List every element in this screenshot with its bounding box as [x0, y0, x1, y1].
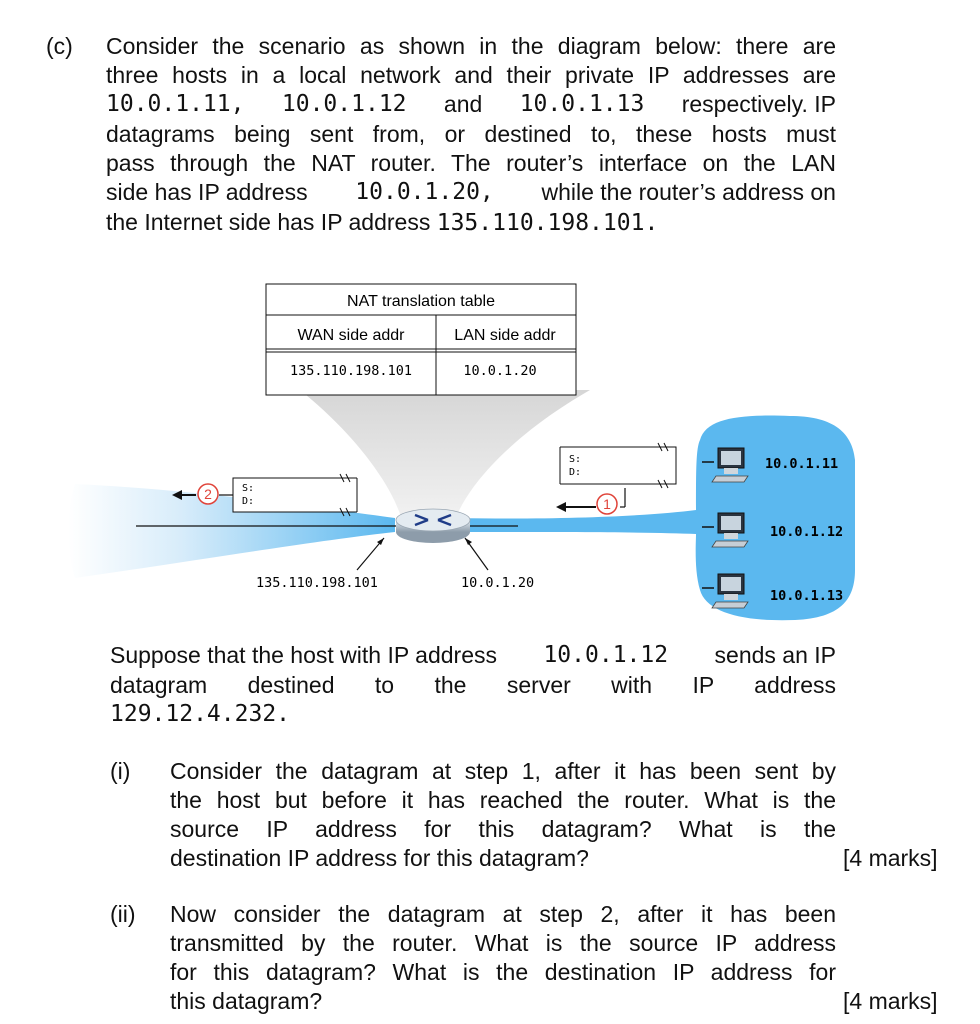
router-lan-label: 10.0.1.20 — [461, 575, 535, 591]
question-2-text — [170, 900, 836, 1016]
nat-diagram — [0, 270, 980, 640]
question-2-line: this datagram? — [170, 988, 323, 1014]
question-2-line: for this datagram? What is the destination IP address for — [170, 959, 836, 985]
step1-number: 1 — [603, 496, 611, 512]
step2-number: 2 — [204, 486, 212, 502]
question-1-line: Consider the datagram at step 1, after it has been sent by — [170, 758, 836, 784]
nat-col-wan: WAN side addr — [297, 327, 405, 344]
router-lan-ip-text: 10.0.1.20, — [355, 179, 494, 205]
step2-dst-label: D: — [242, 496, 255, 507]
question-2-marks: [4 marks] — [843, 988, 938, 1014]
part-label: (c) — [46, 33, 73, 59]
step1-src-label: S: — [569, 454, 582, 465]
intro-line-3 — [106, 90, 836, 120]
scenario-line-1 — [110, 641, 836, 671]
step1-dst-label: D: — [569, 467, 582, 478]
question-2-line: transmitted by the router. What is the source IP address — [170, 930, 836, 956]
question-2-line: Now consider the datagram at step 2, after it has been — [170, 901, 836, 927]
scenario-line-2: datagram destined to the server with IP address — [110, 672, 836, 698]
question-1-text — [170, 757, 836, 873]
host-3-ip: 10.0.1.13 — [770, 588, 844, 604]
respectively-word: respectively. IP — [681, 91, 836, 117]
router-wan-label: 135.110.198.101 — [256, 575, 378, 591]
intro-line-7 — [106, 208, 658, 239]
step2-src-label: S: — [242, 483, 255, 494]
scenario-host-ip: 10.0.1.12 — [543, 642, 669, 668]
scenario-line-1-b: sends an IP — [714, 642, 836, 668]
server-ip: 129.12.4.232. — [110, 701, 291, 727]
datagram-step2 — [233, 474, 357, 516]
intro-line-5: pass through the NAT router. The router’s interface on the LAN — [106, 150, 836, 176]
intro-line-7-a: the Internet side has IP address — [106, 209, 431, 235]
nat-row-wan: 135.110.198.101 — [290, 363, 412, 379]
nat-router-icon — [396, 509, 470, 543]
and-word: and — [443, 91, 483, 117]
question-1-line: destination IP address for this datagram? — [170, 845, 589, 871]
host-ip-3: 10.0.1.13 — [519, 91, 645, 117]
question-1-marks: [4 marks] — [843, 845, 938, 871]
intro-line-2: three hosts in a local network and their private IP addresses are — [106, 62, 836, 88]
host-ip-2: 10.0.1.12 — [281, 91, 407, 117]
host-2-ip: 10.0.1.12 — [770, 524, 844, 540]
intro-line-6-b: while the router’s address on — [541, 179, 836, 205]
question-1-label: (i) — [110, 758, 131, 784]
nat-col-lan: LAN side addr — [454, 327, 556, 344]
router-wan-ip-text: 135.110.198.101. — [436, 210, 659, 236]
intro-line-6 — [106, 178, 836, 208]
scenario-line-1-a: Suppose that the host with IP address — [110, 642, 497, 668]
question-2-label: (ii) — [110, 901, 136, 927]
intro-line-1: Consider the scenario as shown in the diagram below: there are — [106, 33, 836, 59]
question-1-line: the host but before it has reached the router. What is the — [170, 787, 836, 813]
nat-translation-table — [266, 284, 576, 395]
question-1-line: source IP address for this datagram? What is the — [170, 816, 836, 842]
datagram-step1 — [560, 443, 676, 488]
intro-line-6-a: side has IP address — [106, 179, 308, 205]
intro-line-4: datagrams being sent from, or destined to, these hosts must — [106, 121, 836, 147]
nat-row-lan: 10.0.1.20 — [463, 363, 537, 379]
host-ip-1: 10.0.1.11, — [106, 91, 245, 117]
nat-table-title: NAT translation table — [347, 293, 495, 310]
host-1-ip: 10.0.1.11 — [765, 456, 839, 472]
